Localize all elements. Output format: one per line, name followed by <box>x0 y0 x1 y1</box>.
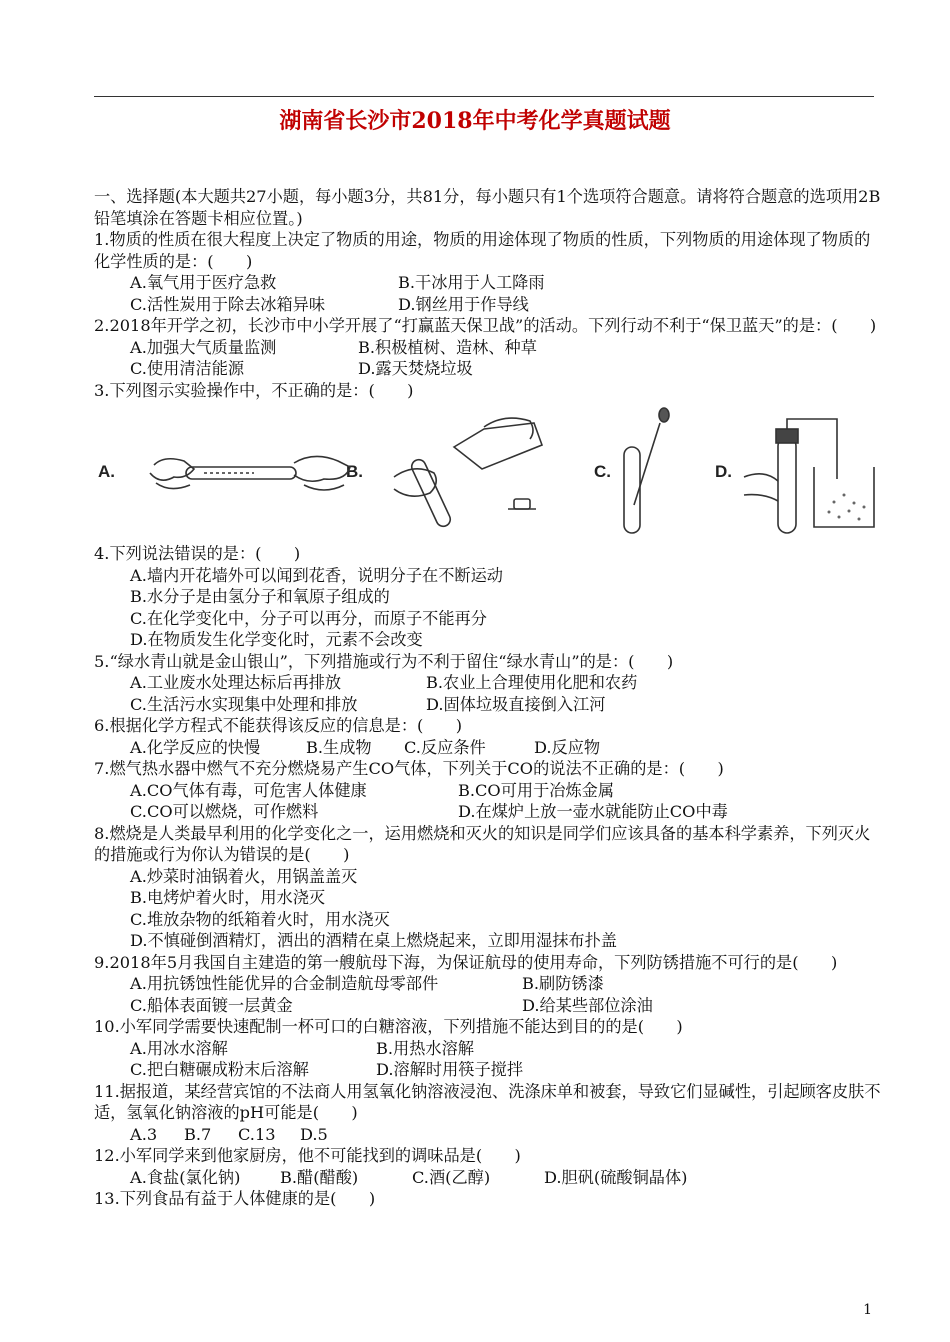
q12-option-d: D.胆矾(硫酸铜晶体) <box>544 1167 688 1187</box>
q9-option-c: C.船体表面镀一层黄金 <box>130 995 293 1015</box>
q10-options-row2 <box>94 1059 884 1081</box>
q1-options-row2 <box>94 294 884 316</box>
q1-option-a: A.氧气用于医疗急救 <box>130 273 277 292</box>
q9-options-row2 <box>94 995 884 1017</box>
q8-option-b: B.电烤炉着火时，用水浇灭 <box>130 888 326 907</box>
q6-option-c: C.反应条件 <box>404 737 486 757</box>
q6-option-b: B.生成物 <box>306 737 372 757</box>
q5-stem: 5.“绿水青山就是金山银山”，下列措施或行为不利于留住“绿水青山”的是：( ) <box>94 651 674 671</box>
q11-option-a: A.3 <box>130 1124 158 1144</box>
q6-option-a: A.化学反应的快慢 <box>130 737 261 757</box>
q10-stem: 10.小军同学需要快速配制一杯可口的白糖溶液，下列措施不能达到目的的是( ) <box>94 1017 683 1036</box>
exam-content <box>94 186 884 1210</box>
q12-stem: 12.小军同学来到他家厨房，他不可能找到的调味品是( ) <box>94 1146 521 1165</box>
q5-options-row1 <box>94 672 884 694</box>
q7-stem: 7.燃气热水器中燃气不充分燃烧易产生CO气体，下列关于CO的说法不正确的是：( ) <box>94 759 724 778</box>
q9-stem: 9.2018年5月我国自主建造的第一艘航母下海，为保证航母的使用寿命，下列防锈措施不可行的是( ) <box>94 952 838 972</box>
q13-stem: 13.下列食品有益于人体健康的是( ) <box>94 1189 376 1208</box>
q2-option-d: D.露天焚烧垃圾 <box>358 359 473 378</box>
q4-option-d: D.在物质发生化学变化时，元素不会改变 <box>130 630 423 649</box>
q3-stem: 3.下列图示实验操作中，不正确的是：( ) <box>94 380 414 400</box>
q10-option-a: A.用冰水溶解 <box>130 1038 228 1058</box>
q12-option-b: B.醋(醋酸) <box>280 1167 359 1187</box>
q5-option-d: D.固体垃圾直接倒入江河 <box>426 694 606 714</box>
q1-options-row1 <box>94 272 884 294</box>
q8-stem: 8.燃烧是人类最早利用的化学变化之一，运用燃烧和灭火的知识是同学们应该具备的基本科学素养，下列灭火的措施或行为你认为错误的是( ) <box>94 823 871 864</box>
q9-options-row1 <box>94 973 884 995</box>
q1-option-c: C.活性炭用于除去冰箱异味 <box>130 294 326 314</box>
q7-option-b: B.CO可用于冶炼金属 <box>458 780 615 800</box>
q4-option-c: C.在化学变化中，分子可以再分，而原子不能再分 <box>130 608 487 628</box>
q4-option-b: B.水分子是由氢分子和氧原子组成的 <box>130 587 390 606</box>
figure-label-a: A. <box>98 462 115 481</box>
q2-stem: 2.2018年开学之初，长沙市中小学开展了“打赢蓝天保卫战”的活动。下列行动不利于“保卫蓝天”的是：( ) <box>94 316 877 335</box>
q7-options-row2 <box>94 801 884 823</box>
q4-stem: 4.下列说法错误的是：( ) <box>94 544 301 563</box>
header-rule <box>94 96 874 97</box>
section-header: 一、选择题(本大题共27小题，每小题3分，共81分，每小题只有1个选项符合题意。请将符合题意的选项用2B铅笔填涂在答题卡相应位置。) <box>94 187 881 228</box>
figure-b-pouring-icon <box>394 418 542 528</box>
q2-options-row2 <box>94 358 884 380</box>
q6-stem: 6.根据化学方程式不能获得该反应的信息是：( ) <box>94 716 463 735</box>
page-number: 1 <box>863 1302 872 1318</box>
q1-stem: 1.物质的性质在很大程度上决定了物质的用途，物质的用途体现了物质的性质，下列物质的用途体现了物质的化学性质的是：( ) <box>94 230 871 271</box>
q4-option-a: A.墙内开花墙外可以闻到花香，说明分子在不断运动 <box>130 565 503 585</box>
q11-option-d: D.5 <box>300 1124 328 1144</box>
q5-options-row2 <box>94 694 884 716</box>
q5-option-a: A.工业废水处理达标后再排放 <box>130 673 342 692</box>
q8-option-a: A.炒菜时油锅着火，用锅盖盖灭 <box>130 866 358 886</box>
q11-options-row <box>94 1124 884 1146</box>
q2-option-b: B.积极植树、造林、种草 <box>358 337 537 357</box>
q3-figures <box>94 407 884 537</box>
q10-option-b: B.用热水溶解 <box>376 1038 474 1058</box>
q2-options-row1 <box>94 337 884 359</box>
figure-label-c: C. <box>594 462 611 481</box>
q12-options-row <box>94 1167 884 1189</box>
q5-option-b: B.农业上合理使用化肥和农药 <box>426 673 638 692</box>
q6-options-row <box>94 737 884 759</box>
q7-options-row1 <box>94 780 884 802</box>
lab-operations-figure <box>94 407 884 537</box>
figure-c-dropper-icon <box>624 408 669 533</box>
q9-option-a: A.用抗锈蚀性能优异的合金制造航母零部件 <box>130 974 439 993</box>
q7-option-d: D.在煤炉上放一壶水就能防止CO中毒 <box>458 802 728 821</box>
q8-option-c: C.堆放杂物的纸箱着火时，用水浇灭 <box>130 909 390 929</box>
q10-option-c: C.把白糖碾成粉末后溶解 <box>130 1060 309 1079</box>
q9-option-b: B.刷防锈漆 <box>522 974 604 993</box>
q12-option-c: C.酒(乙醇) <box>412 1167 491 1187</box>
q8-option-d: D.不慎碰倒酒精灯，洒出的酒精在桌上燃烧起来，立即用湿抹布扑盖 <box>130 931 617 950</box>
figure-d-airtightness-icon <box>744 419 874 533</box>
q1-option-d: D.钢丝用于作导线 <box>398 294 529 314</box>
q7-option-a: A.CO气体有毒，可危害人体健康 <box>130 780 367 800</box>
figure-a-horizontal-tube-icon <box>150 456 350 490</box>
q2-option-c: C.使用清洁能源 <box>130 359 245 378</box>
q5-option-c: C.生活污水实现集中处理和排放 <box>130 694 358 714</box>
q11-option-b: B.7 <box>184 1124 212 1144</box>
q10-option-d: D.溶解时用筷子搅拌 <box>376 1060 524 1079</box>
q10-options-row1 <box>94 1038 884 1060</box>
figure-label-d: D. <box>715 462 732 481</box>
q6-option-d: D.反应物 <box>534 737 601 757</box>
q12-option-a: A.食盐(氯化钠) <box>130 1167 241 1187</box>
q9-option-d: D.给某些部位涂油 <box>522 995 653 1015</box>
q11-stem: 11.据报道，某经营宾馆的不法商人用氢氧化钠溶液浸泡、洗涤床单和被套，导致它们显碱性，引起顾客皮肤不适，氢氧化钠溶液的pH可能是( ) <box>94 1081 881 1122</box>
q1-option-b: B.干冰用于人工降雨 <box>398 273 545 292</box>
page-title: 湖南省长沙市2018年中考化学真题试题 <box>279 108 671 134</box>
q2-option-a: A.加强大气质量监测 <box>130 337 277 357</box>
q7-option-c: C.CO可以燃烧，可作燃料 <box>130 802 319 821</box>
q11-option-c: C.13 <box>238 1124 276 1144</box>
figure-label-b: B. <box>346 462 363 481</box>
